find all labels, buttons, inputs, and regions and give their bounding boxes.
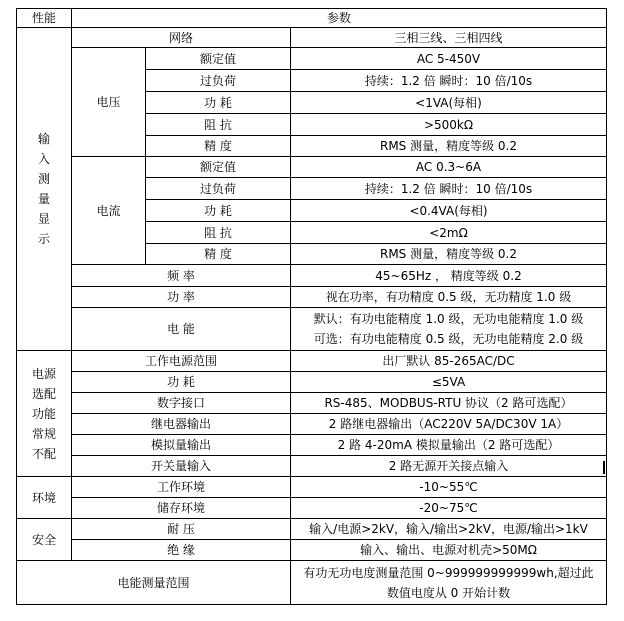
current-rated-label: 额定值 bbox=[146, 157, 291, 178]
energy-range-value: 有功无功电度测量范围 0~999999999999wh,超过此 数值电度从 0 开始计数 bbox=[291, 561, 607, 605]
table-row bbox=[17, 561, 607, 605]
spec-table bbox=[16, 8, 607, 605]
environment-section-label: 环境 bbox=[17, 477, 72, 519]
current-rated-value: AC 0.3~6A bbox=[291, 157, 607, 178]
voltage-overload-label: 过负荷 bbox=[146, 70, 291, 92]
current-impedance-label: 阻 抗 bbox=[146, 222, 291, 244]
table-row bbox=[17, 372, 607, 393]
table-edge-mark bbox=[603, 461, 605, 474]
voltage-impedance-label: 阻 抗 bbox=[146, 114, 291, 136]
table-row bbox=[17, 519, 607, 540]
table-row bbox=[17, 28, 607, 48]
voltage-impedance-value: >500kΩ bbox=[291, 114, 607, 136]
power-value: 视在功率，有功精度 0.5 级，无功精度 1.0 级 bbox=[291, 287, 607, 308]
current-label: 电流 bbox=[72, 157, 146, 265]
withstand-voltage-value: 输入/电源>2kV，输入/输出>2kV，电源/输出>1kV bbox=[291, 519, 607, 540]
table-row bbox=[17, 48, 607, 70]
insulation-label: 绝 缘 bbox=[72, 540, 291, 561]
analog-output-value: 2 路 4-20mA 模拟量输出（2 路可选配） bbox=[291, 435, 607, 456]
switch-input-label: 开关量输入 bbox=[72, 456, 291, 477]
digital-interface-value: RS-485、MODBUS-RTU 协议（2 路可选配） bbox=[291, 393, 607, 414]
table-row bbox=[17, 287, 607, 308]
table-row bbox=[17, 498, 607, 519]
current-consumption-label: 功 耗 bbox=[146, 200, 291, 222]
insulation-value: 输入、输出、电源对机壳>50MΩ bbox=[291, 540, 607, 561]
relay-output-label: 继电器输出 bbox=[72, 414, 291, 435]
current-accuracy-label: 精 度 bbox=[146, 244, 291, 265]
table-row bbox=[17, 351, 607, 372]
current-consumption-value: <0.4VA(每相) bbox=[291, 200, 607, 222]
header-row bbox=[17, 9, 607, 28]
table-row bbox=[17, 414, 607, 435]
current-overload-label: 过负荷 bbox=[146, 178, 291, 200]
header-parameters: 参数 bbox=[72, 9, 607, 28]
table-row bbox=[17, 308, 607, 351]
voltage-consumption-value: <1VA(每相) bbox=[291, 92, 607, 114]
current-accuracy-value: RMS 测量，精度等级 0.2 bbox=[291, 244, 607, 265]
table-row bbox=[17, 157, 607, 178]
energy-value: 默认：有功电能精度 1.0 级，无功电能精度 1.0 级 可选：有功电能精度 0.5 级，无功电能精度 2.0 级 bbox=[291, 308, 607, 351]
safety-section-label: 安全 bbox=[17, 519, 72, 561]
voltage-rated-label: 额定值 bbox=[146, 48, 291, 70]
supply-range-value: 出厂默认 85-265AC/DC bbox=[291, 351, 607, 372]
withstand-voltage-label: 耐 压 bbox=[72, 519, 291, 540]
energy-label: 电 能 bbox=[72, 308, 291, 351]
frequency-label: 频 率 bbox=[72, 265, 291, 287]
voltage-accuracy-label: 精 度 bbox=[146, 136, 291, 157]
power-label: 功 率 bbox=[72, 287, 291, 308]
table-row bbox=[17, 435, 607, 456]
voltage-rated-value: AC 5-450V bbox=[291, 48, 607, 70]
power-supply-section-label: 电源 选配 功能 常规 不配 bbox=[17, 351, 72, 477]
current-overload-value: 持续：1.2 倍 瞬时：10 倍/10s bbox=[291, 178, 607, 200]
operating-env-label: 工作环境 bbox=[72, 477, 291, 498]
switch-input-value: 2 路无源开关接点输入 bbox=[291, 456, 607, 477]
operating-env-value: -10~55℃ bbox=[291, 477, 607, 498]
voltage-consumption-label: 功 耗 bbox=[146, 92, 291, 114]
voltage-label: 电压 bbox=[72, 48, 146, 157]
current-impedance-value: <2mΩ bbox=[291, 222, 607, 244]
analog-output-label: 模拟量输出 bbox=[72, 435, 291, 456]
network-value: 三相三线、三相四线 bbox=[291, 28, 607, 48]
storage-env-label: 储存环境 bbox=[72, 498, 291, 519]
storage-env-value: -20~75℃ bbox=[291, 498, 607, 519]
table-row bbox=[17, 456, 607, 477]
input-section-label: 输 入 测 量 显 示 bbox=[17, 28, 72, 351]
supply-consumption-label: 功 耗 bbox=[72, 372, 291, 393]
supply-consumption-value: ≤5VA bbox=[291, 372, 607, 393]
table-row bbox=[17, 393, 607, 414]
table-row bbox=[17, 540, 607, 561]
header-performance: 性能 bbox=[17, 9, 72, 28]
table-row bbox=[17, 265, 607, 287]
voltage-overload-value: 持续：1.2 倍 瞬时：10 倍/10s bbox=[291, 70, 607, 92]
frequency-value: 45~65Hz ， 精度等级 0.2 bbox=[291, 265, 607, 287]
supply-range-label: 工作电源范围 bbox=[72, 351, 291, 372]
table-row bbox=[17, 477, 607, 498]
relay-output-value: 2 路继电器输出（AC220V 5A/DC30V 1A） bbox=[291, 414, 607, 435]
digital-interface-label: 数字接口 bbox=[72, 393, 291, 414]
network-label: 网络 bbox=[72, 28, 291, 48]
energy-range-label: 电能测量范围 bbox=[17, 561, 291, 605]
voltage-accuracy-value: RMS 测量，精度等级 0.2 bbox=[291, 136, 607, 157]
